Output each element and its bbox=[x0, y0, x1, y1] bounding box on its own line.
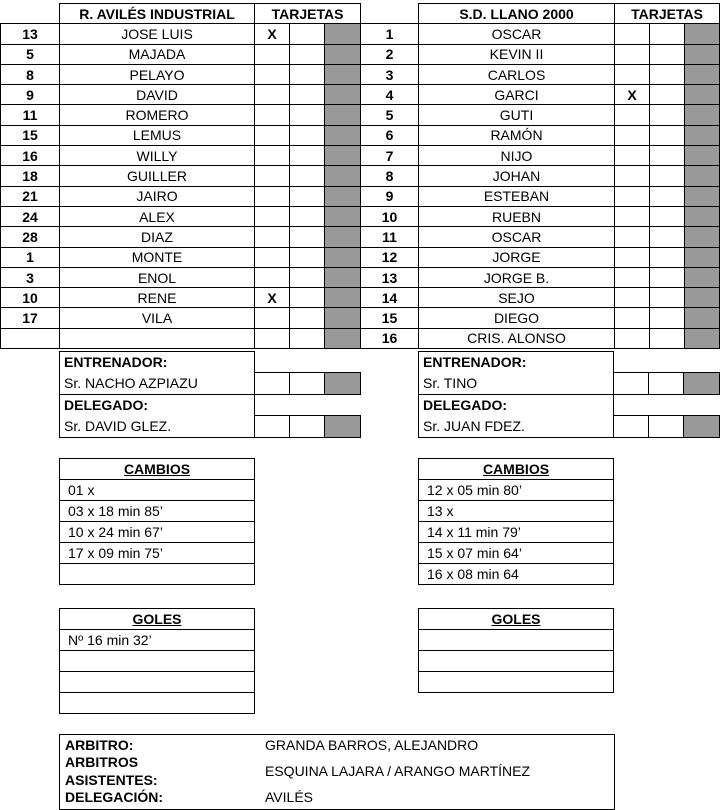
player-number: 13 bbox=[361, 267, 419, 287]
player-number: 16 bbox=[361, 328, 419, 348]
substitution-entry: 13 x bbox=[419, 501, 614, 522]
away-goals-title: GOLES bbox=[419, 609, 614, 630]
second-card-cell bbox=[290, 247, 325, 267]
player-number: 5 bbox=[361, 105, 419, 125]
referee-label: ARBITRO: bbox=[65, 737, 134, 753]
yellow-card-cell bbox=[615, 267, 650, 287]
player-row bbox=[361, 227, 720, 247]
home-goals-title: GOLES bbox=[60, 609, 255, 630]
substitution-row bbox=[419, 480, 614, 501]
second-card-cell bbox=[290, 328, 325, 348]
player-name: MONTE bbox=[60, 247, 255, 267]
player-row bbox=[361, 85, 720, 105]
red-card-cell bbox=[325, 288, 361, 308]
player-row bbox=[1, 288, 361, 308]
red-card-cell bbox=[685, 308, 720, 328]
red-card-cell bbox=[685, 85, 720, 105]
second-card-cell bbox=[290, 267, 325, 287]
player-row bbox=[1, 206, 361, 226]
player-number: 15 bbox=[361, 308, 419, 328]
player-name: ROMERO bbox=[60, 105, 255, 125]
second-card-cell bbox=[290, 166, 325, 186]
goal-row bbox=[419, 630, 614, 651]
substitution-entry: 15 x 07 min 64’ bbox=[419, 543, 614, 564]
player-row bbox=[361, 64, 720, 84]
player-number: 10 bbox=[1, 288, 60, 308]
player-row bbox=[361, 267, 720, 287]
red-card-cell bbox=[325, 166, 361, 186]
red-card-cell bbox=[325, 308, 361, 328]
substitution-row bbox=[60, 564, 255, 585]
officials-box bbox=[59, 734, 615, 810]
player-name: GUILLER bbox=[60, 166, 255, 186]
goal-entry bbox=[419, 630, 614, 651]
player-name: ALEX bbox=[60, 206, 255, 226]
red-card-cell bbox=[325, 267, 361, 287]
yellow-card-cell bbox=[255, 44, 290, 64]
player-row bbox=[361, 166, 720, 186]
player-number: 9 bbox=[361, 186, 419, 206]
red-card-cell bbox=[685, 105, 720, 125]
assistants-label-line2: ASISTENTES: bbox=[65, 772, 158, 788]
home-delegate-name: Sr. DAVID GLEZ. bbox=[60, 416, 255, 438]
second-card-cell bbox=[650, 146, 685, 166]
home-delegate-label: DELEGADO: bbox=[60, 394, 255, 416]
red-card-cell bbox=[685, 125, 720, 145]
goal-row bbox=[60, 630, 255, 651]
home-coach-name: Sr. NACHO AZPIAZU bbox=[60, 373, 255, 395]
player-row bbox=[361, 308, 720, 328]
yellow-card-cell bbox=[255, 166, 290, 186]
yellow-card-cell bbox=[255, 267, 290, 287]
player-row bbox=[1, 166, 361, 186]
player-number: 14 bbox=[361, 288, 419, 308]
second-card-cell bbox=[290, 308, 325, 328]
red-card-cell bbox=[685, 267, 720, 287]
substitution-entry: 17 x 09 min 75’ bbox=[60, 543, 255, 564]
player-row bbox=[361, 24, 720, 44]
substitution-row bbox=[60, 480, 255, 501]
second-card-cell bbox=[290, 146, 325, 166]
player-name: CARLOS bbox=[419, 64, 615, 84]
away-goals-table bbox=[418, 608, 614, 693]
yellow-card-cell bbox=[615, 105, 650, 125]
player-row bbox=[1, 308, 361, 328]
second-card-cell bbox=[290, 44, 325, 64]
player-number bbox=[1, 328, 60, 348]
away-lineup-table bbox=[360, 3, 720, 349]
yellow-card-cell bbox=[615, 166, 650, 186]
red-card-cell bbox=[685, 206, 720, 226]
player-number: 6 bbox=[361, 125, 419, 145]
second-card-cell bbox=[290, 227, 325, 247]
home-goals-table bbox=[59, 608, 255, 714]
yellow-card-cell bbox=[255, 146, 290, 166]
player-name: ENOL bbox=[60, 267, 255, 287]
second-card-cell bbox=[650, 206, 685, 226]
away-header-row bbox=[361, 4, 720, 24]
substitution-entry bbox=[60, 564, 255, 585]
home-subs-table bbox=[59, 458, 255, 585]
second-card-cell bbox=[650, 328, 685, 348]
player-number: 15 bbox=[1, 125, 60, 145]
player-number: 11 bbox=[1, 105, 60, 125]
player-number: 21 bbox=[1, 186, 60, 206]
substitution-entry: 01 x bbox=[60, 480, 255, 501]
second-card-cell bbox=[290, 125, 325, 145]
player-number: 8 bbox=[361, 166, 419, 186]
away-cards-header: TARJETAS bbox=[615, 4, 720, 24]
away-team-name: S.D. LLANO 2000 bbox=[419, 4, 615, 24]
away-subs-table bbox=[418, 458, 614, 585]
away-staff-table bbox=[418, 351, 720, 438]
player-number: 3 bbox=[1, 267, 60, 287]
player-name: MAJADA bbox=[60, 44, 255, 64]
red-card-cell bbox=[685, 328, 720, 348]
player-number: 10 bbox=[361, 206, 419, 226]
goal-entry bbox=[60, 651, 255, 672]
player-number: 17 bbox=[1, 308, 60, 328]
player-number: 11 bbox=[361, 227, 419, 247]
yellow-card-cell bbox=[255, 105, 290, 125]
player-row bbox=[361, 146, 720, 166]
player-name: DAVID bbox=[60, 85, 255, 105]
home-subs-title: CAMBIOS bbox=[60, 459, 255, 480]
player-row bbox=[1, 267, 361, 287]
player-name: RAMÓN bbox=[419, 125, 615, 145]
player-row bbox=[1, 125, 361, 145]
second-card-cell bbox=[650, 247, 685, 267]
yellow-card-cell: X bbox=[255, 24, 290, 44]
goal-row bbox=[60, 693, 255, 714]
yellow-card-cell bbox=[615, 146, 650, 166]
goal-entry bbox=[419, 651, 614, 672]
yellow-card-cell: X bbox=[255, 288, 290, 308]
goal-row bbox=[419, 672, 614, 693]
yellow-card-cell bbox=[615, 328, 650, 348]
red-card-cell bbox=[685, 247, 720, 267]
player-row bbox=[1, 328, 361, 348]
away-coach-label: ENTRENADOR: bbox=[419, 352, 614, 373]
away-delegate-label: DELEGADO: bbox=[419, 394, 614, 416]
yellow-card-cell bbox=[615, 206, 650, 226]
substitution-entry: 16 x 08 min 64 bbox=[419, 564, 614, 585]
yellow-card-cell bbox=[615, 247, 650, 267]
player-name: OSCAR bbox=[419, 227, 615, 247]
red-card-cell bbox=[685, 146, 720, 166]
away-coach-name: Sr. TINO bbox=[419, 373, 614, 395]
player-row bbox=[1, 227, 361, 247]
red-card-cell bbox=[325, 227, 361, 247]
substitution-entry: 10 x 24 min 67’ bbox=[60, 522, 255, 543]
delegation-label: DELEGACIÓN: bbox=[65, 789, 163, 805]
player-name: KEVIN II bbox=[419, 44, 615, 64]
player-number: 7 bbox=[361, 146, 419, 166]
red-card-cell bbox=[325, 125, 361, 145]
second-card-cell bbox=[650, 105, 685, 125]
player-name: JORGE bbox=[419, 247, 615, 267]
player-number: 5 bbox=[1, 44, 60, 64]
player-row bbox=[1, 64, 361, 84]
red-card-cell bbox=[685, 44, 720, 64]
player-name: DIEGO bbox=[419, 308, 615, 328]
second-card-cell bbox=[650, 288, 685, 308]
player-number: 13 bbox=[1, 24, 60, 44]
yellow-card-cell bbox=[615, 186, 650, 206]
yellow-card-cell: X bbox=[615, 85, 650, 105]
red-card-cell bbox=[325, 64, 361, 84]
player-number: 1 bbox=[361, 24, 419, 44]
home-header-row bbox=[1, 4, 361, 24]
red-card-cell bbox=[325, 105, 361, 125]
second-card-cell bbox=[290, 288, 325, 308]
player-number: 24 bbox=[1, 206, 60, 226]
yellow-card-cell bbox=[255, 64, 290, 84]
second-card-cell bbox=[650, 166, 685, 186]
red-card-cell bbox=[325, 328, 361, 348]
player-row bbox=[1, 85, 361, 105]
substitution-row bbox=[60, 501, 255, 522]
assistants-names: ESQUINA LAJARA / ARANGO MARTÍNEZ bbox=[265, 763, 531, 779]
away-subs-title: CAMBIOS bbox=[419, 459, 614, 480]
yellow-card-cell bbox=[255, 206, 290, 226]
red-card-cell bbox=[685, 64, 720, 84]
red-card-cell bbox=[685, 227, 720, 247]
second-card-cell bbox=[650, 267, 685, 287]
player-number: 9 bbox=[1, 85, 60, 105]
red-card-cell bbox=[325, 206, 361, 226]
player-row bbox=[1, 247, 361, 267]
player-name: WILLY bbox=[60, 146, 255, 166]
substitution-row bbox=[419, 564, 614, 585]
second-card-cell bbox=[650, 44, 685, 64]
player-name: SEJO bbox=[419, 288, 615, 308]
second-card-cell bbox=[650, 64, 685, 84]
substitution-row bbox=[60, 522, 255, 543]
goal-entry bbox=[419, 672, 614, 693]
player-name: VILA bbox=[60, 308, 255, 328]
player-row bbox=[361, 247, 720, 267]
player-number: 8 bbox=[1, 64, 60, 84]
substitution-entry: 14 x 11 min 79’ bbox=[419, 522, 614, 543]
red-card-cell bbox=[685, 186, 720, 206]
player-name: ESTEBAN bbox=[419, 186, 615, 206]
substitution-row bbox=[60, 543, 255, 564]
home-cards-header: TARJETAS bbox=[255, 4, 361, 24]
player-row bbox=[361, 206, 720, 226]
yellow-card-cell bbox=[255, 85, 290, 105]
player-name: JOHAN bbox=[419, 166, 615, 186]
goal-entry: Nº 16 min 32’ bbox=[60, 630, 255, 651]
referee-name: GRANDA BARROS, ALEJANDRO bbox=[265, 737, 479, 753]
red-card-cell bbox=[325, 44, 361, 64]
goal-row bbox=[60, 672, 255, 693]
yellow-card-cell bbox=[615, 64, 650, 84]
yellow-card-cell bbox=[255, 247, 290, 267]
player-number: 18 bbox=[1, 166, 60, 186]
substitution-row bbox=[419, 543, 614, 564]
second-card-cell bbox=[650, 308, 685, 328]
player-name: JORGE B. bbox=[419, 267, 615, 287]
player-row bbox=[361, 328, 720, 348]
yellow-card-cell bbox=[615, 227, 650, 247]
yellow-card-cell bbox=[255, 186, 290, 206]
home-lineup-table bbox=[0, 3, 361, 349]
red-card-cell bbox=[325, 85, 361, 105]
player-number: 2 bbox=[361, 44, 419, 64]
yellow-card-cell bbox=[615, 24, 650, 44]
yellow-card-cell bbox=[615, 125, 650, 145]
player-name: JOSE LUIS bbox=[60, 24, 255, 44]
home-staff-table bbox=[59, 351, 361, 438]
player-name: OSCAR bbox=[419, 24, 615, 44]
yellow-card-cell bbox=[255, 125, 290, 145]
player-row bbox=[361, 125, 720, 145]
red-card-cell bbox=[325, 146, 361, 166]
goal-entry bbox=[60, 693, 255, 714]
second-card-cell bbox=[290, 64, 325, 84]
second-card-cell bbox=[290, 186, 325, 206]
player-row bbox=[361, 105, 720, 125]
second-card-cell bbox=[650, 125, 685, 145]
player-name: RENE bbox=[60, 288, 255, 308]
goal-entry bbox=[60, 672, 255, 693]
goal-row bbox=[60, 651, 255, 672]
player-number: 4 bbox=[361, 85, 419, 105]
substitution-entry: 03 x 18 min 85’ bbox=[60, 501, 255, 522]
yellow-card-cell bbox=[615, 308, 650, 328]
red-card-cell bbox=[325, 24, 361, 44]
second-card-cell bbox=[290, 24, 325, 44]
second-card-cell bbox=[290, 206, 325, 226]
yellow-card-cell bbox=[615, 288, 650, 308]
substitution-row bbox=[419, 501, 614, 522]
yellow-card-cell bbox=[255, 308, 290, 328]
goal-row bbox=[419, 651, 614, 672]
player-number: 1 bbox=[1, 247, 60, 267]
player-name: LEMUS bbox=[60, 125, 255, 145]
player-name: NIJO bbox=[419, 146, 615, 166]
yellow-card-cell bbox=[615, 44, 650, 64]
second-card-cell bbox=[650, 227, 685, 247]
home-coach-label: ENTRENADOR: bbox=[60, 352, 255, 373]
second-card-cell bbox=[650, 186, 685, 206]
player-name: GUTI bbox=[419, 105, 615, 125]
yellow-card-cell bbox=[255, 227, 290, 247]
substitution-row bbox=[419, 522, 614, 543]
delegation-name: AVILÉS bbox=[265, 789, 313, 805]
player-name: DIAZ bbox=[60, 227, 255, 247]
second-card-cell bbox=[650, 85, 685, 105]
player-number: 12 bbox=[361, 247, 419, 267]
red-card-cell bbox=[325, 186, 361, 206]
player-row bbox=[1, 44, 361, 64]
assistants-label-line1: ARBITROS bbox=[65, 754, 139, 770]
second-card-cell bbox=[290, 85, 325, 105]
red-card-cell bbox=[325, 247, 361, 267]
player-name: RUEBN bbox=[419, 206, 615, 226]
player-row bbox=[361, 44, 720, 64]
player-name: JAIRO bbox=[60, 186, 255, 206]
player-name: GARCI bbox=[419, 85, 615, 105]
player-row bbox=[361, 186, 720, 206]
player-name: CRIS. ALONSO bbox=[419, 328, 615, 348]
player-name: PELAYO bbox=[60, 64, 255, 84]
player-row bbox=[1, 186, 361, 206]
player-number: 16 bbox=[1, 146, 60, 166]
second-card-cell bbox=[650, 24, 685, 44]
home-team-name: R. AVILÉS INDUSTRIAL bbox=[60, 4, 255, 24]
red-card-cell bbox=[685, 288, 720, 308]
player-number: 28 bbox=[1, 227, 60, 247]
yellow-card-cell bbox=[255, 328, 290, 348]
red-card-cell bbox=[685, 166, 720, 186]
substitution-entry: 12 x 05 min 80’ bbox=[419, 480, 614, 501]
player-number: 3 bbox=[361, 64, 419, 84]
red-card-cell bbox=[685, 24, 720, 44]
second-card-cell bbox=[290, 105, 325, 125]
player-row bbox=[1, 24, 361, 44]
player-row bbox=[1, 105, 361, 125]
away-delegate-name: Sr. JUAN FDEZ. bbox=[419, 416, 614, 438]
player-name bbox=[60, 328, 255, 348]
player-row bbox=[361, 288, 720, 308]
player-row bbox=[1, 146, 361, 166]
